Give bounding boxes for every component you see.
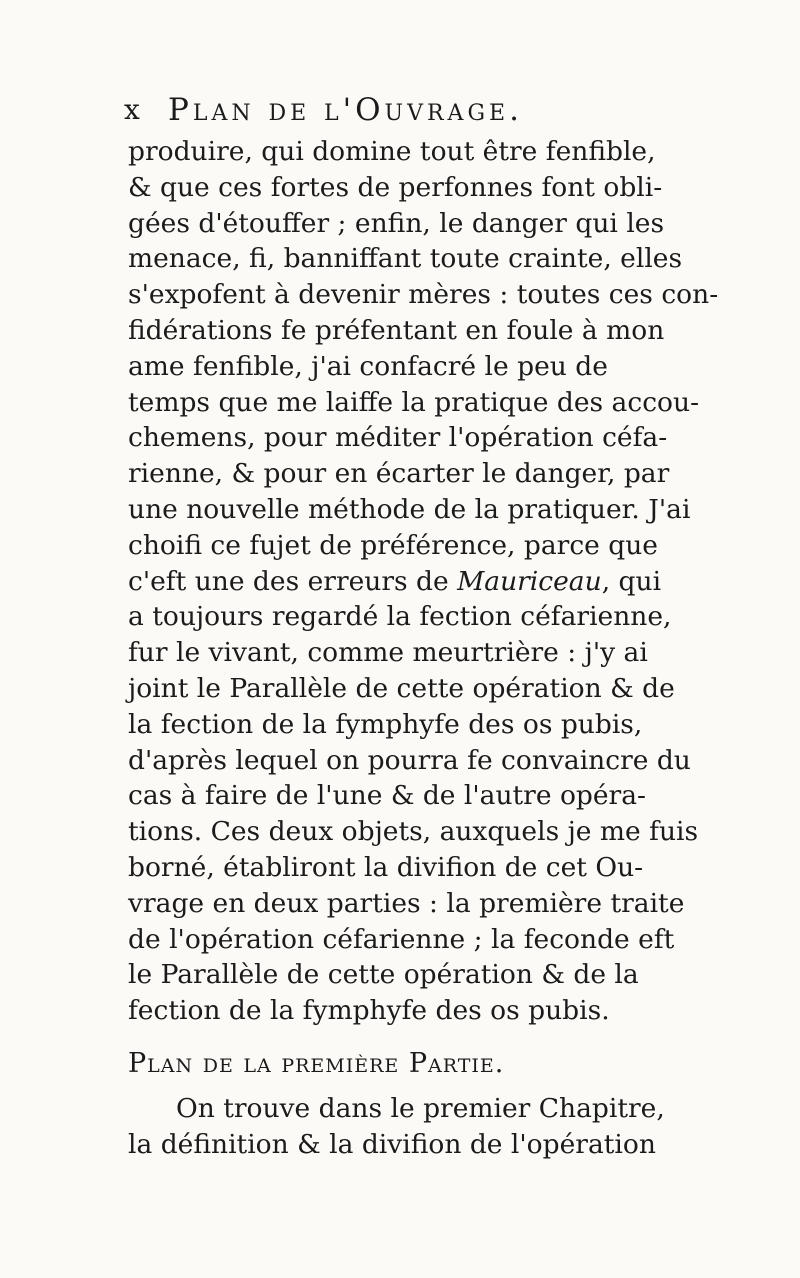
running-title: Plan de l'Ouvrage.: [168, 92, 523, 128]
text-line: borné, établiront la divifion de cet Ou-: [128, 851, 644, 883]
text-line: temps que me laiffe la pratique des accou-: [128, 386, 700, 418]
page-number: x: [124, 93, 140, 126]
text-line: joint le Parallèle de cette opération & de: [128, 672, 675, 704]
text-line: chemens, pour méditer l'opération céfa-: [128, 422, 668, 454]
text-line: le Parallèle de cette opération & de la: [128, 959, 639, 991]
text-line: fection de la fymphyfe des os pubis.: [128, 995, 610, 1027]
text-line: la fection de la fymphyfe des os pubis,: [128, 708, 643, 740]
text-line: d'après lequel on pourra fe convaincre du: [128, 744, 691, 776]
text-line: de l'opération céfarienne ; la feconde eft: [128, 923, 675, 955]
text-line: c'eft une des erreurs de Mauriceau, qui: [128, 565, 662, 597]
book-page: [124, 86, 719, 1163]
second-paragraph: [128, 1091, 718, 1163]
text-line: gées d'étouffer ; enfin, le danger qui les: [128, 207, 665, 239]
running-head: [124, 86, 718, 134]
text-line: ame fenfible, j'ai confacré le peu de: [128, 350, 608, 382]
text-line: produire, qui domine tout être fenfible,: [128, 136, 656, 167]
text-line: a toujours regardé la fection céfarienne,: [128, 601, 672, 633]
text-line: cas à faire de l'une & de l'autre opéra-: [128, 780, 646, 812]
text-line: On trouve dans le premier Chapitre,: [176, 1092, 665, 1124]
text-line: vrage en deux parties : la première traite: [128, 887, 685, 919]
text-line: & que ces fortes de perfonnes font obli-: [128, 171, 663, 203]
text-line: fidérations fe préfentant en foule à mon: [128, 314, 665, 346]
text-line: choifi ce fujet de préférence, parce que: [128, 529, 658, 561]
italic-name: Mauriceau: [457, 565, 602, 597]
text-line: fur le vivant, comme meurtrière : j'y ai: [128, 637, 648, 669]
text-line: une nouvelle méthode de la pratiquer. J'ai: [128, 493, 691, 525]
text-line: menace, fi, banniffant toute crainte, elles: [128, 243, 683, 275]
section-heading: Plan de la première Partie.: [128, 1047, 505, 1079]
text-line: s'expofent à devenir mères : toutes ces con-: [128, 279, 719, 311]
text-line: tions. Ces deux objets, auxquels je me fuis: [128, 816, 699, 848]
text-line: rienne, & pour en écarter le danger, par: [128, 458, 670, 490]
body-paragraph: [128, 134, 718, 1029]
text-line: la définition & la divifion de l'opération: [128, 1128, 656, 1160]
